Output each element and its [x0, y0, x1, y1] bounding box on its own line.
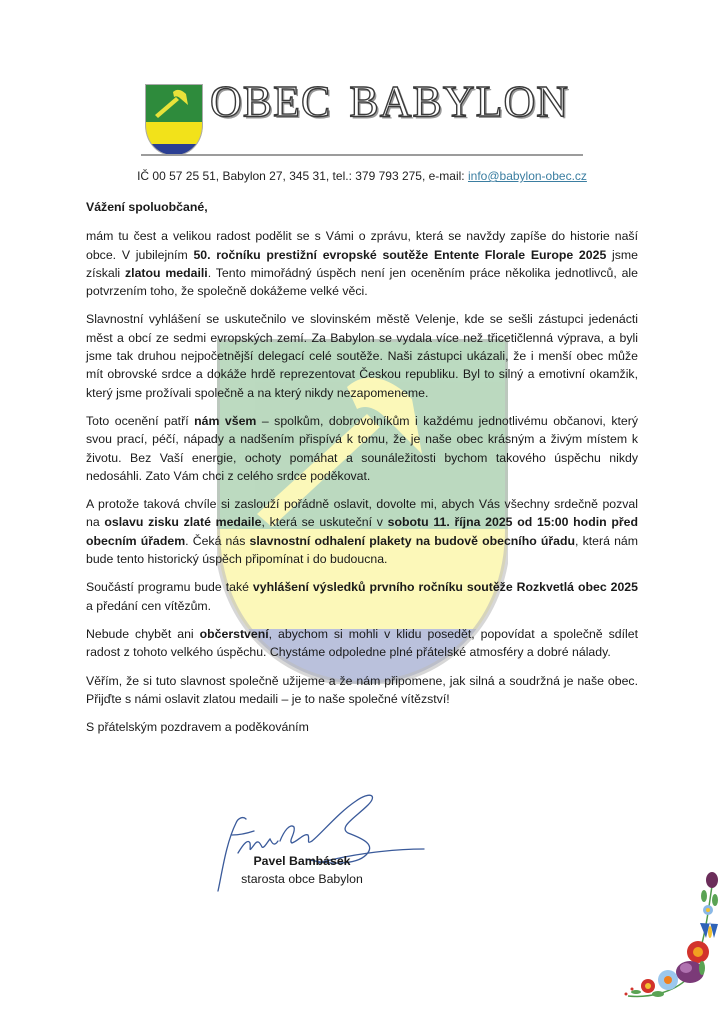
signer-block — [222, 852, 382, 888]
p1-bold-competition: 50. ročníku prestižní evropské soutěže Entente Florale Europe 2025 — [193, 247, 607, 262]
paragraph-6 — [86, 625, 638, 662]
p1-bold-medal: zlatou medaili — [125, 265, 208, 280]
bud-icon — [706, 872, 718, 888]
p1-text-3: . Tento mimořádný úspěch není jen oceněním práce několika jednotlivců, ale potvrzením toho, že společně dokážeme velké věci. — [86, 265, 638, 299]
p3-text-2: – spolkům, dobrovolníkům i každému jednotlivému občanovi, který svou prací, péčí, nápady a nadšením přispívá k tomu, že je naše obec krásným a živým místem k životu. Bez Vaší energie, ochoty pomáhat a sounáležitosti bychom takového úspěchu nikdy nedosáhli. Zato Vám chci z celého srdce poděkovat. — [86, 413, 638, 483]
contact-line — [0, 169, 724, 183]
p4-text-4: , která nám bude tento historický úspěch připomínat i do budoucna. — [86, 533, 639, 567]
paragraph-5 — [86, 578, 638, 615]
closing: S přátelským pozdravem a poděkováním — [86, 720, 309, 735]
p4-text-2: , která se uskuteční v — [261, 515, 388, 530]
municipality-title — [210, 76, 569, 127]
salutation-text: Vážení spoluobčané, — [86, 200, 208, 214]
floral-corner-decoration — [618, 868, 718, 1008]
p5-text-1: Součástí programu bude také — [86, 580, 253, 595]
p6-text-2: , abychom si mohli v klidu posedět, popovídat a společně sdílet radost z tohoto velkého úspěchu. Chystáme odpoledne plné přátelské atmosféry a dobré nálady. — [86, 626, 638, 660]
p3-text-1: Toto ocenění patří — [86, 413, 195, 428]
paragraph-2: Slavnostní vyhlášení se uskutečnilo ve slovinském městě Velenje, kde se sešli zástupci jedenácti měst a obcí ze sedmi evropských zemí. Za Babylon se vydala více než třicetičlenná výprava, a byli jsme tak druhou nejpočetnější delegací celé soutěže. Naši zástupci ukázali, že i menší obec může mít obrovské srdce a dokáže hrdě reprezentovat Českou republiku. Byl to silný a emotivní okamžik, který jsme prožívali společně a na který nikdy nezapomeneme. — [86, 312, 638, 400]
title-word-obec: OBEC — [210, 77, 332, 126]
salutation — [86, 198, 638, 216]
coat-of-arms-logo — [145, 84, 203, 156]
header-divider — [141, 154, 583, 156]
title-word-babylon: BABYLON — [349, 77, 570, 126]
paragraph-1 — [86, 227, 638, 300]
p5-text-2: a předání cen vítězům. — [86, 598, 212, 613]
p4-bold-celebration: oslavu zisku zlaté medaile — [104, 515, 262, 530]
paragraph-3 — [86, 412, 638, 485]
p5-bold-results: vyhlášení výsledků prvního ročníku soutěže Rozkvetlá obec 2025 — [252, 580, 638, 595]
email-link[interactable]: info@babylon-obec.cz — [467, 169, 587, 183]
p4-text-1: A protože taková chvíle si zaslouží pořádně oslavit, dovolte mi, abych Vás všechny srdečně pozval na — [86, 497, 638, 530]
contact-details: IČ 00 57 25 51, Babylon 27, 345 31, tel.: 379 793 275, e-mail: — [137, 169, 468, 183]
paragraph-7: Věřím, že si tuto slavnost společně užijeme a že nám připomene, jak silná a soudržná je naše obec. Přijďte s námi oslavit zlatou medaili – je to naše společné vítězství! — [86, 673, 638, 706]
p4-bold-date-time: sobotu 11. října 2025 od 15:00 hodin před obecním úřadem — [86, 515, 639, 548]
signer-role: starosta obce Babylon — [241, 872, 363, 886]
p3-bold-all-of-us: nám všem — [194, 413, 257, 428]
p6-text-1: Nebude chybět ani — [86, 626, 200, 641]
p4-text-3: . Čeká nás — [185, 533, 250, 548]
p1-text-1: mám tu čest a velikou radost podělit se s Vámi o zprávu, která se navždy zapíše do historie naší obce. V jubilejním — [86, 229, 638, 262]
paragraph-4 — [86, 495, 638, 568]
letter-body — [86, 198, 638, 746]
p6-bold-refreshments: občerstvení — [199, 626, 269, 641]
p4-bold-plaque: slavnostní odhalení plakety na budově obecního úřadu — [249, 533, 576, 548]
signer-name: Pavel Bambásek — [253, 854, 351, 868]
p1-text-2: jsme získali — [86, 247, 638, 280]
